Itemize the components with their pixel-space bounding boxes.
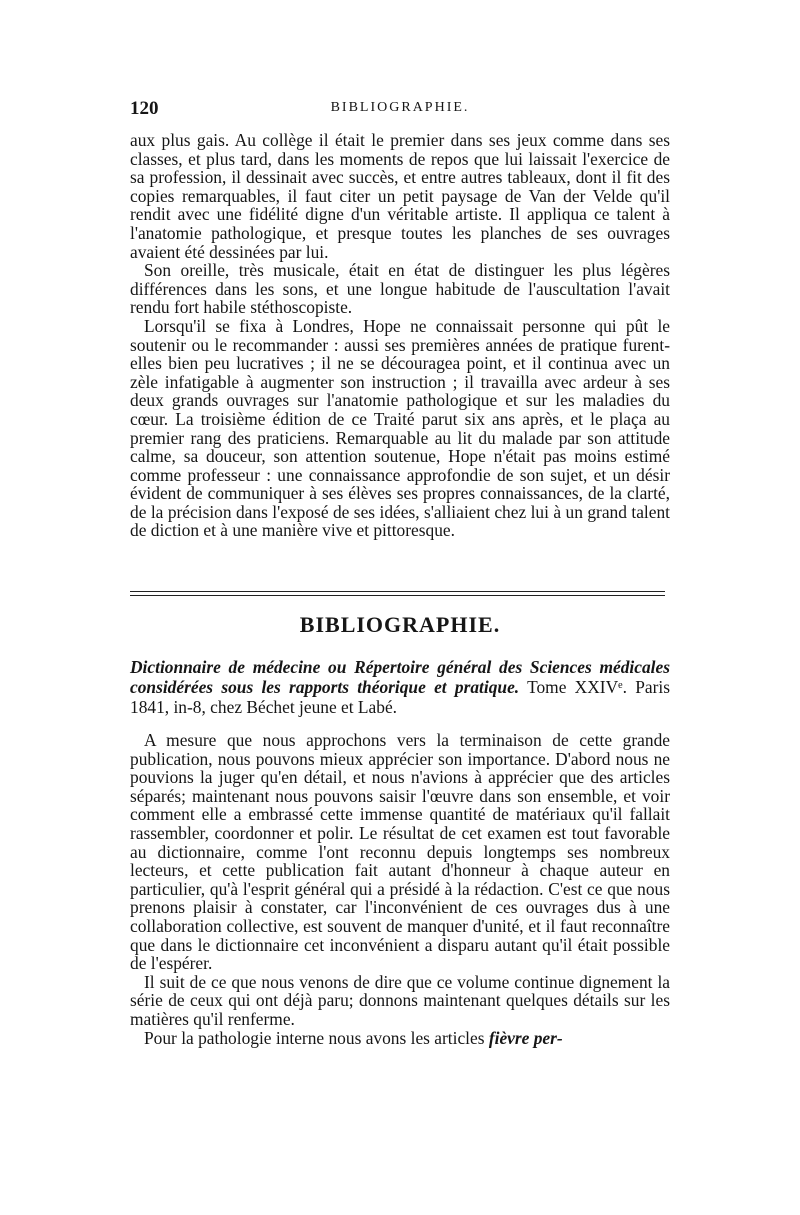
paragraph: aux plus gais. Au collège il était le premier dans ses jeux comme dans ses classes, et plus tard, dans les moments de repos que lui laissait l'exercice de sa profession, il dessinait avec succès, et entre autres tableaux, dont il fit des copies remarquables, il faut citer un petit paysage de Van der Velde qu'il rendit avec une fidélité digne d'un véritable artiste. Il appliqua ce talent à l'anatomie pathologique, et presque toutes les planches de ses ouvrages avaient été dessinées par lui. <box>130 130 670 262</box>
citation-details: Tome XXIVᵉ. Paris 1841, in-8, chez Béchet jeune et Labé. <box>130 677 670 717</box>
citation-title: Dictionnaire de médecine ou Répertoire général des Sciences médicales considérées sous les rapports théorique et pratique. <box>130 657 670 697</box>
biography-text <box>130 131 670 540</box>
paragraph: Lorsqu'il se fixa à Londres, Hope ne connaissait personne qui pût le soutenir ou le recommander : aussi ses premières années de pratique furent-elles bien peu lucratives ; il ne se découragea point, et il continua avec un zèle infatigable à augmenter son instruction ; il travailla avec ardeur à ses deux grands ouvrages sur l'anatomie pathologique et sur les maladies du cœur. La troisième édition de ce Traité parut six ans après, et le plaça au premier rang des praticiens. Remarquable au lit du malade par son attitude calme, sa douceur, son attention soutenue, Hope n'était pas moins estimé comme professeur : une connaissance approfondie de son sujet, et un désir évident de communiquer à ses élèves ses propres connaissances, de la clarté, de la précision dans l'exposé de ses idées, s'alliaient chez lui à un grand talent de diction et à une manière vive et pittoresque. <box>130 315 670 541</box>
last-line-italic: fièvre per- <box>488 1027 563 1048</box>
last-line-text: Pour la pathologie interne nous avons les articles <box>144 1027 489 1048</box>
divider-rule <box>130 591 665 592</box>
paragraph: A mesure que nous approchons vers la terminaison de cette grande publication, nous pouvons mieux apprécier son importance. D'abord nous ne pouvions la juger qu'en détail, et nous n'avions à apprécier que des articles séparés; maintenant nous pouvons saisir l'œuvre dans son ensemble, et voir comment elle a embrassé cette immense quantité de matériaux qu'il fallait rassembler, coordonner et polir. Le résultat de cet examen est tout favorable au dictionnaire, comme l'ont reconnu depuis longtemps ses nombreux lecteurs, et cette publication fait autant d'honneur à chaque auteur en particulier, qu'à l'esprit général qui a présidé à la rédaction. C'est ce que nous prenons plaisir à constater, car l'inconvénient de ces ouvrages dus à une collaboration collective, est souvent de manquer d'unité, et il faut reconnaître que dans le dictionnaire cet inconvénient a disparu autant qu'il était possible de l'espérer. <box>130 730 670 974</box>
review-text <box>130 731 670 1047</box>
paragraph: Son oreille, très musicale, était en état de distinguer les plus légères différences dans les sons, et une longue habitude de l'auscultation l'avait rendu fort habile stéthoscopiste. <box>130 260 670 318</box>
book-citation <box>130 657 670 717</box>
paragraph: Il suit de ce que nous venons de dire que ce volume continue dignement la série de ceux qui ont déjà paru; donnons maintenant quelques détails sur les matières qu'il renferme. <box>130 971 670 1029</box>
section-divider <box>130 591 665 599</box>
page-number: 120 <box>130 98 159 119</box>
running-title: BIBLIOGRAPHIE. <box>330 100 470 115</box>
running-head <box>130 98 670 122</box>
divider-rule <box>130 595 665 596</box>
last-line <box>130 1029 670 1048</box>
section-title: BIBLIOGRAPHIE. <box>299 612 501 637</box>
